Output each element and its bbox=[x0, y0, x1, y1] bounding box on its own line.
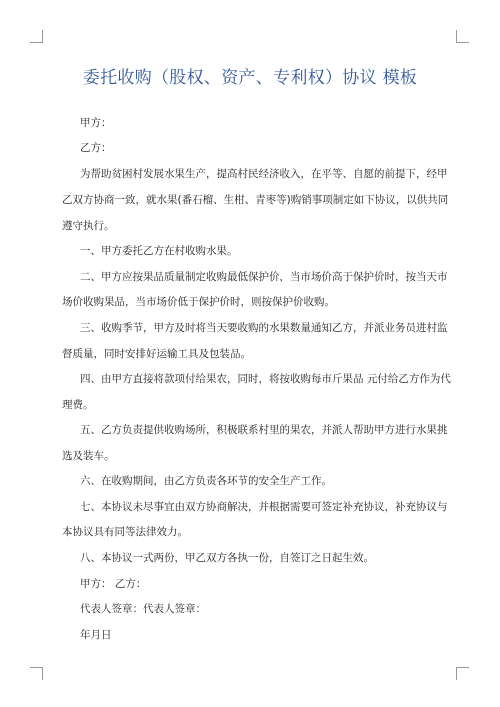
party-b-line: 乙方： bbox=[80, 142, 112, 154]
intro-line-3: 遵守执行。 bbox=[62, 220, 115, 232]
clause-7-line-2: 本协议具有同等法律效力。 bbox=[62, 526, 188, 538]
party-a-line: 甲方： bbox=[80, 117, 112, 129]
signature-date: 年月日 bbox=[80, 629, 112, 641]
clause-3-line-1: 三、收购季节，甲方及时将当天要收购的水果数量通知乙方，并派业务员进村监 bbox=[80, 322, 448, 334]
clause-5-line-2: 选及装车。 bbox=[62, 450, 115, 462]
clause-8-line-1: 八、本协议一式两份，甲乙双方各执一份，自签订之日起生效。 bbox=[80, 552, 374, 564]
clause-4-line-1: 四、由甲方直接将款项付给果农，同时，将按收购每市斤果品 元付给乙方作为代 bbox=[80, 373, 451, 385]
clause-5-line-1: 五、乙方负责提供收购场所，积极联系村里的果农，并派人帮助甲方进行水果挑 bbox=[80, 424, 448, 436]
intro-line-2: 乙双方协商一致，就水果(番石榴、生柑、青枣等)购销事项制定如下协议，以供共同 bbox=[62, 194, 449, 206]
crop-mark-top-left bbox=[30, 30, 43, 43]
clause-6-line-1: 六、在收购期间，由乙方负责各环节的安全生产工作。 bbox=[80, 475, 332, 487]
intro-line-1: 为帮助贫困村发展水果生产，提高村民经济收入，在平等、自愿的前提下，经甲 bbox=[80, 168, 448, 180]
crop-mark-bottom-right bbox=[456, 667, 469, 680]
crop-mark-bottom-left bbox=[30, 667, 43, 680]
clause-2-line-1: 二、甲方应按果品质量制定收购最低保护价，当市场价高于保护价时，按当天市 bbox=[80, 271, 448, 283]
document-title: 委托收购（股权、资产、专利权）协议 模板 bbox=[82, 68, 418, 88]
clause-1-line-1: 一、甲方委托乙方在村收购水果。 bbox=[80, 245, 238, 257]
clause-4-line-2: 理费。 bbox=[62, 399, 94, 411]
signature-parties: 甲方： 乙方： bbox=[80, 578, 147, 590]
clause-3-line-2: 督质量，同时安排好运输工具及包装品。 bbox=[62, 348, 251, 360]
crop-mark-top-right bbox=[456, 30, 469, 43]
clause-7-line-1: 七、本协议未尽事宜由双方协商解决，并根据需要可签定补充协议，补充协议与 bbox=[80, 501, 448, 513]
signature-representatives: 代表人签章：代表人签章： bbox=[80, 603, 206, 615]
clause-2-line-2: 场价收购果品，当市场价低于保护价时，则按保护价收购。 bbox=[62, 296, 335, 308]
